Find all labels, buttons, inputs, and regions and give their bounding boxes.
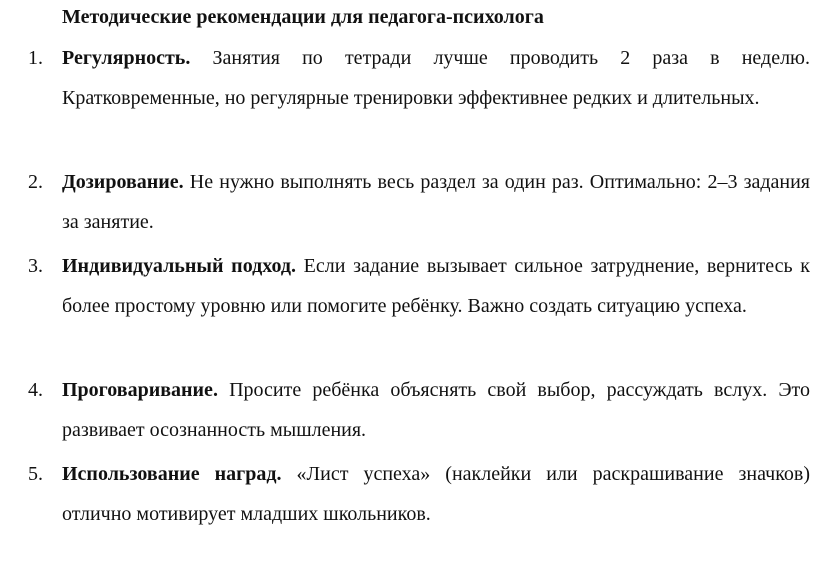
item-text [62,454,810,534]
item-number: 1. [28,47,43,69]
item-number: 4. [28,379,43,401]
item-heading: Дозирование. [62,171,184,193]
item-text [62,370,810,450]
item-body: Если задание вызывает сильное затруднение, вернитесь к более простому уровню или помогите ребёнку. Важно создать ситуацию успеха. [62,255,810,317]
item-number: 2. [28,171,43,193]
item-heading: Регулярность. [62,47,191,69]
item-body: «Лист успеха» (наклейки или раскрашивание значков) отлично мотивирует младших школьников. [62,463,811,525]
item-text [62,246,810,326]
document-title: Методические рекомендации для педагога-психолога [62,6,544,28]
item-body: Не нужно выполнять весь раздел за один раз. Оптимально: 2–3 задания за занятие. [62,171,811,233]
item-heading: Проговаривание. [62,379,218,401]
item-heading: Использование наград. [62,463,282,485]
item-text [62,162,810,242]
item-heading: Индивидуальный подход. [62,255,297,277]
item-text [62,38,810,118]
item-body: Просите ребёнка объяснять свой выбор, рассуждать вслух. Это развивает осознанность мышления. [62,379,811,441]
item-number: 5. [28,463,43,485]
item-number: 3. [28,255,43,277]
item-body: Занятия по тетради лучше проводить 2 раза в неделю. Кратковременные, но регулярные тренировки эффективнее редких и длительных. [62,47,810,109]
